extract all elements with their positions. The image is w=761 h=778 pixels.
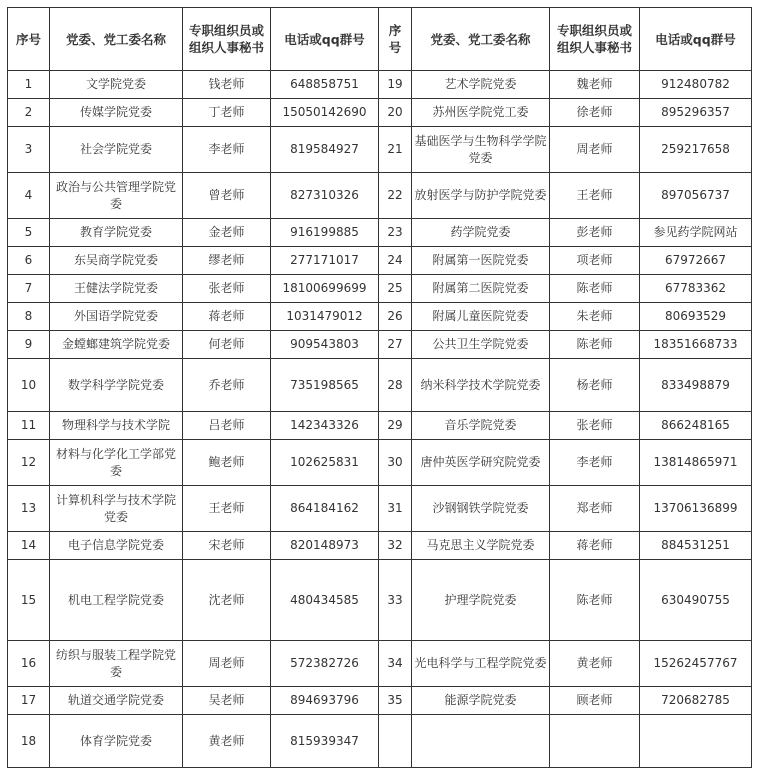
- table-row: [8, 560, 752, 641]
- contact-number: 80693529: [640, 303, 752, 331]
- committee-name: 基础医学与生物科学学院党委: [412, 127, 550, 173]
- row-index: 24: [379, 247, 412, 275]
- row-index: 1: [8, 71, 50, 99]
- committee-name: 纺织与服装工程学院党委: [50, 641, 183, 687]
- committee-name: 苏州医学院党工委: [412, 99, 550, 127]
- table-row: [8, 641, 752, 687]
- row-index: 34: [379, 641, 412, 687]
- row-index: 19: [379, 71, 412, 99]
- secretary-name: 沈老师: [183, 560, 271, 641]
- committee-name: 数学科学学院党委: [50, 359, 183, 412]
- secretary-name: 鲍老师: [183, 440, 271, 486]
- secretary-name: 彭老师: [550, 219, 640, 247]
- committee-name: 材料与化学化工学部党委: [50, 440, 183, 486]
- committee-name: 附属第一医院党委: [412, 247, 550, 275]
- contact-number: 819584927: [271, 127, 379, 173]
- row-index: 23: [379, 219, 412, 247]
- committee-name: 金螳螂建筑学院党委: [50, 331, 183, 359]
- secretary-name: 张老师: [183, 275, 271, 303]
- secretary-name: 郑老师: [550, 486, 640, 532]
- secretary-name: 徐老师: [550, 99, 640, 127]
- secretary-name: 宋老师: [183, 532, 271, 560]
- contact-number: 815939347: [271, 715, 379, 768]
- row-index: 18: [8, 715, 50, 768]
- row-index: 3: [8, 127, 50, 173]
- contact-number: 480434585: [271, 560, 379, 641]
- contact-number: 15050142690: [271, 99, 379, 127]
- table-row: [8, 532, 752, 560]
- header-committee-left: 党委、党工委名称: [50, 8, 183, 71]
- table-row: [8, 486, 752, 532]
- header-secretary-left: 专职组织员或组织人事秘书: [183, 8, 271, 71]
- party-committee-contact-table: [7, 7, 752, 768]
- contact-number: 572382726: [271, 641, 379, 687]
- committee-name: 物理科学与技术学院: [50, 412, 183, 440]
- header-committee-right: 党委、党工委名称: [412, 8, 550, 71]
- contact-number: 720682785: [640, 687, 752, 715]
- contact-number: 参见药学院网站: [640, 219, 752, 247]
- contact-number: 18351668733: [640, 331, 752, 359]
- table-row: [8, 715, 752, 768]
- row-index: 21: [379, 127, 412, 173]
- contact-number: 884531251: [640, 532, 752, 560]
- row-index: 13: [8, 486, 50, 532]
- committee-name: 能源学院党委: [412, 687, 550, 715]
- committee-name: 电子信息学院党委: [50, 532, 183, 560]
- row-index: 26: [379, 303, 412, 331]
- table-row: [8, 99, 752, 127]
- contact-number: 67783362: [640, 275, 752, 303]
- secretary-name: 钱老师: [183, 71, 271, 99]
- secretary-name: 项老师: [550, 247, 640, 275]
- header-contact-right: 电话或qq群号: [640, 8, 752, 71]
- row-index: 7: [8, 275, 50, 303]
- committee-name: 王健法学院党委: [50, 275, 183, 303]
- row-index: 30: [379, 440, 412, 486]
- contact-number: 259217658: [640, 127, 752, 173]
- row-index: 9: [8, 331, 50, 359]
- committee-name: 艺术学院党委: [412, 71, 550, 99]
- contact-number: 1031479012: [271, 303, 379, 331]
- secretary-name: 吴老师: [183, 687, 271, 715]
- secretary-name: 魏老师: [550, 71, 640, 99]
- contact-number: 142343326: [271, 412, 379, 440]
- secretary-name: 丁老师: [183, 99, 271, 127]
- row-index: 6: [8, 247, 50, 275]
- contact-number: 102625831: [271, 440, 379, 486]
- row-index: 11: [8, 412, 50, 440]
- contact-number: 864184162: [271, 486, 379, 532]
- secretary-name: 金老师: [183, 219, 271, 247]
- row-index: 22: [379, 173, 412, 219]
- secretary-name: 周老师: [550, 127, 640, 173]
- table-row: [8, 412, 752, 440]
- secretary-name: 曾老师: [183, 173, 271, 219]
- committee-name: 东吴商学院党委: [50, 247, 183, 275]
- contact-number: 735198565: [271, 359, 379, 412]
- table-row: [8, 71, 752, 99]
- contact-number: 67972667: [640, 247, 752, 275]
- contact-number: 897056737: [640, 173, 752, 219]
- row-index: 35: [379, 687, 412, 715]
- table-row: [8, 687, 752, 715]
- committee-name: 附属儿童医院党委: [412, 303, 550, 331]
- table-row: [8, 127, 752, 173]
- empty-cell: [412, 715, 550, 768]
- row-index: 29: [379, 412, 412, 440]
- committee-name: 唐仲英医学研究院党委: [412, 440, 550, 486]
- secretary-name: 缪老师: [183, 247, 271, 275]
- table-row: [8, 359, 752, 412]
- secretary-name: 朱老师: [550, 303, 640, 331]
- row-index: 32: [379, 532, 412, 560]
- row-index: 5: [8, 219, 50, 247]
- row-index: 8: [8, 303, 50, 331]
- committee-name: 教育学院党委: [50, 219, 183, 247]
- row-index: 25: [379, 275, 412, 303]
- secretary-name: 吕老师: [183, 412, 271, 440]
- committee-name: 音乐学院党委: [412, 412, 550, 440]
- committee-name: 公共卫生学院党委: [412, 331, 550, 359]
- table-row: [8, 303, 752, 331]
- secretary-name: 陈老师: [550, 560, 640, 641]
- table-row: [8, 331, 752, 359]
- secretary-name: 乔老师: [183, 359, 271, 412]
- secretary-name: 张老师: [550, 412, 640, 440]
- contact-number: 866248165: [640, 412, 752, 440]
- contact-number: 895296357: [640, 99, 752, 127]
- header-index-left: 序号: [8, 8, 50, 71]
- contact-number: 916199885: [271, 219, 379, 247]
- secretary-name: 周老师: [183, 641, 271, 687]
- secretary-name: 蒋老师: [550, 532, 640, 560]
- secretary-name: 何老师: [183, 331, 271, 359]
- header-secretary-right: 专职组织员或组织人事秘书: [550, 8, 640, 71]
- row-index: 14: [8, 532, 50, 560]
- contact-number: 277171017: [271, 247, 379, 275]
- committee-name: 轨道交通学院党委: [50, 687, 183, 715]
- contact-number: 648858751: [271, 71, 379, 99]
- committee-name: 纳米科学技术学院党委: [412, 359, 550, 412]
- committee-name: 社会学院党委: [50, 127, 183, 173]
- table-row: [8, 275, 752, 303]
- row-index: 17: [8, 687, 50, 715]
- committee-name: 附属第二医院党委: [412, 275, 550, 303]
- row-index: 31: [379, 486, 412, 532]
- committee-name: 药学院党委: [412, 219, 550, 247]
- committee-name: 放射医学与防护学院党委: [412, 173, 550, 219]
- row-index: 28: [379, 359, 412, 412]
- header-contact-left: 电话或qq群号: [271, 8, 379, 71]
- contact-number: 18100699699: [271, 275, 379, 303]
- contact-number: 15262457767: [640, 641, 752, 687]
- row-index: 16: [8, 641, 50, 687]
- committee-name: 传媒学院党委: [50, 99, 183, 127]
- contact-number: 827310326: [271, 173, 379, 219]
- empty-cell: [550, 715, 640, 768]
- contact-number: 820148973: [271, 532, 379, 560]
- contact-number: 630490755: [640, 560, 752, 641]
- committee-name: 机电工程学院党委: [50, 560, 183, 641]
- row-index: 12: [8, 440, 50, 486]
- header-row: [8, 8, 752, 71]
- secretary-name: 蒋老师: [183, 303, 271, 331]
- contact-number: 912480782: [640, 71, 752, 99]
- secretary-name: 王老师: [183, 486, 271, 532]
- row-index: 2: [8, 99, 50, 127]
- secretary-name: 李老师: [183, 127, 271, 173]
- row-index: 10: [8, 359, 50, 412]
- committee-name: 外国语学院党委: [50, 303, 183, 331]
- row-index: 20: [379, 99, 412, 127]
- contact-number: 13706136899: [640, 486, 752, 532]
- secretary-name: 黄老师: [183, 715, 271, 768]
- row-index: 4: [8, 173, 50, 219]
- table-row: [8, 247, 752, 275]
- secretary-name: 王老师: [550, 173, 640, 219]
- contact-number: 894693796: [271, 687, 379, 715]
- row-index: 15: [8, 560, 50, 641]
- committee-name: 体育学院党委: [50, 715, 183, 768]
- committee-name: 光电科学与工程学院党委: [412, 641, 550, 687]
- secretary-name: 顾老师: [550, 687, 640, 715]
- row-index: 33: [379, 560, 412, 641]
- contact-number: 909543803: [271, 331, 379, 359]
- committee-name: 护理学院党委: [412, 560, 550, 641]
- committee-name: 沙钢钢铁学院党委: [412, 486, 550, 532]
- secretary-name: 陈老师: [550, 275, 640, 303]
- committee-name: 马克思主义学院党委: [412, 532, 550, 560]
- secretary-name: 陈老师: [550, 331, 640, 359]
- secretary-name: 李老师: [550, 440, 640, 486]
- empty-cell: [640, 715, 752, 768]
- committee-name: 文学院党委: [50, 71, 183, 99]
- contact-number: 833498879: [640, 359, 752, 412]
- secretary-name: 黄老师: [550, 641, 640, 687]
- table-row: [8, 440, 752, 486]
- committee-name: 政治与公共管理学院党委: [50, 173, 183, 219]
- row-index: 27: [379, 331, 412, 359]
- committee-name: 计算机科学与技术学院党委: [50, 486, 183, 532]
- contact-number: 13814865971: [640, 440, 752, 486]
- header-index-right: 序 号: [379, 8, 412, 71]
- table-row: [8, 173, 752, 219]
- secretary-name: 杨老师: [550, 359, 640, 412]
- table-row: [8, 219, 752, 247]
- empty-cell: [379, 715, 412, 768]
